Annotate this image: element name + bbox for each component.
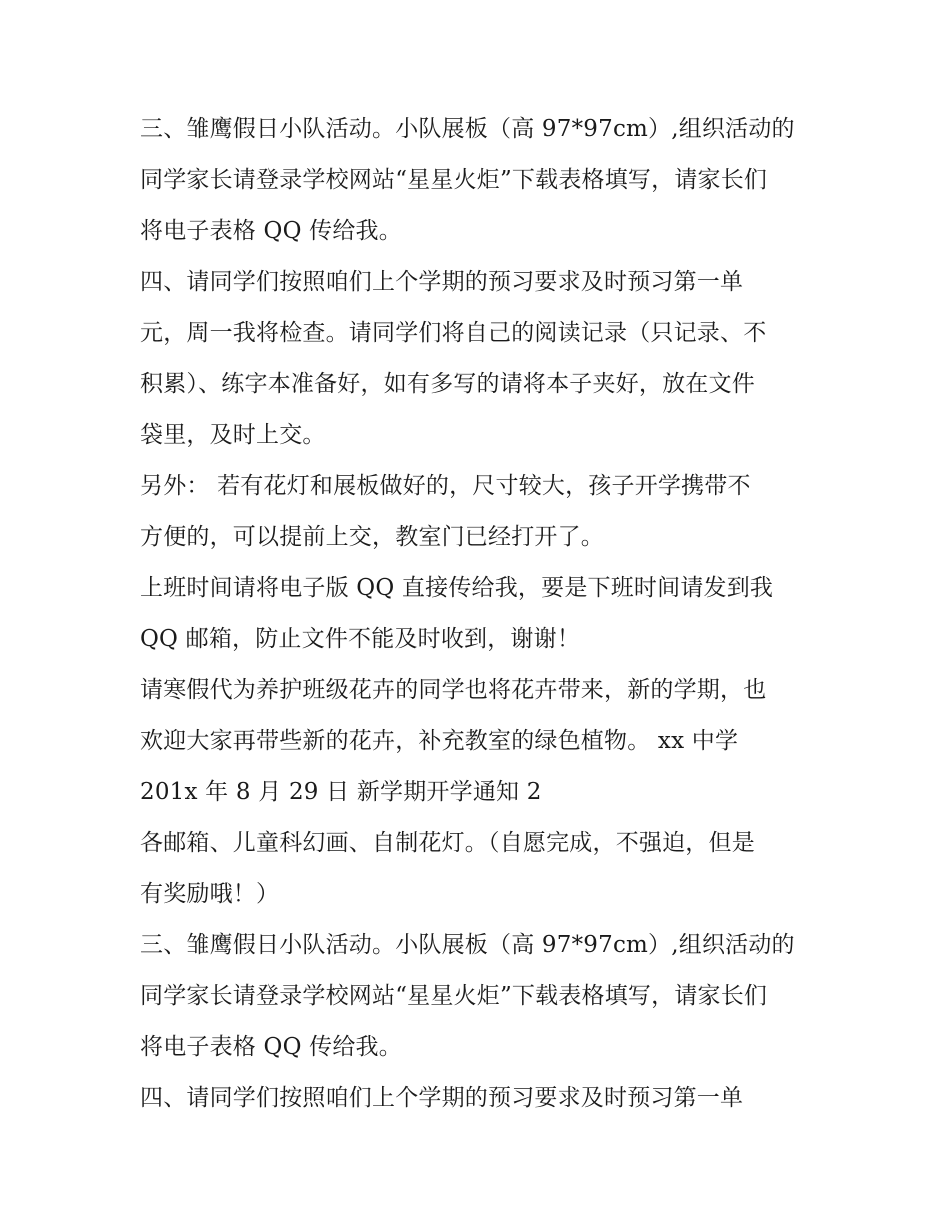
- text-line: 欢迎大家再带些新的花卉，补充教室的绿色植物。 xx 中学: [140, 728, 739, 754]
- text-line: 四、请同学们按照咱们上个学期的预习要求及时预习第一单: [140, 269, 744, 295]
- text-line: 方便的，可以提前上交，教室门已经打开了。: [140, 524, 604, 550]
- text-line: 积累）、练字本准备好，如有多写的请将本子夹好，放在文件: [140, 371, 755, 397]
- text-line: 上班时间请将电子版 QQ 直接传给我，要是下班时间请发到我: [140, 575, 774, 601]
- text-line: 元，周一我将检查。请同学们将自己的阅读记录（只记录、不: [140, 320, 767, 346]
- text-line: 同学家长请登录学校网站“星星火炬”下载表格填写，请家长们: [140, 167, 768, 193]
- text-line: 将电子表格 QQ 传给我。: [140, 1034, 402, 1060]
- text-line: 各邮箱、儿童科幻画、自制花灯。（自愿完成，不强迫，但是: [140, 830, 755, 856]
- text-line: QQ 邮箱，防止文件不能及时收到，谢谢！: [140, 626, 581, 652]
- text-line: 三、雏鹰假日小队活动。小队展板（高 97*97cm）,组织活动的: [140, 116, 795, 142]
- text-line: 同学家长请登录学校网站“星星火炬”下载表格填写，请家长们: [140, 983, 768, 1009]
- text-line: 有奖励哦！）: [140, 881, 280, 907]
- text-line: 三、雏鹰假日小队活动。小队展板（高 97*97cm）,组织活动的: [140, 932, 795, 958]
- text-line: 另外： 若有花灯和展板做好的，尺寸较大，孩子开学携带不: [140, 473, 751, 499]
- text-line: 201x 年 8 月 29 日 新学期开学通知 2: [140, 779, 542, 805]
- text-line: 请寒假代为养护班级花卉的同学也将花卉带来，新的学期，也: [140, 677, 767, 703]
- text-line: 将电子表格 QQ 传给我。: [140, 218, 402, 244]
- text-line: 四、请同学们按照咱们上个学期的预习要求及时预习第一单: [140, 1085, 744, 1111]
- text-line: 袋里，及时上交。: [140, 422, 326, 448]
